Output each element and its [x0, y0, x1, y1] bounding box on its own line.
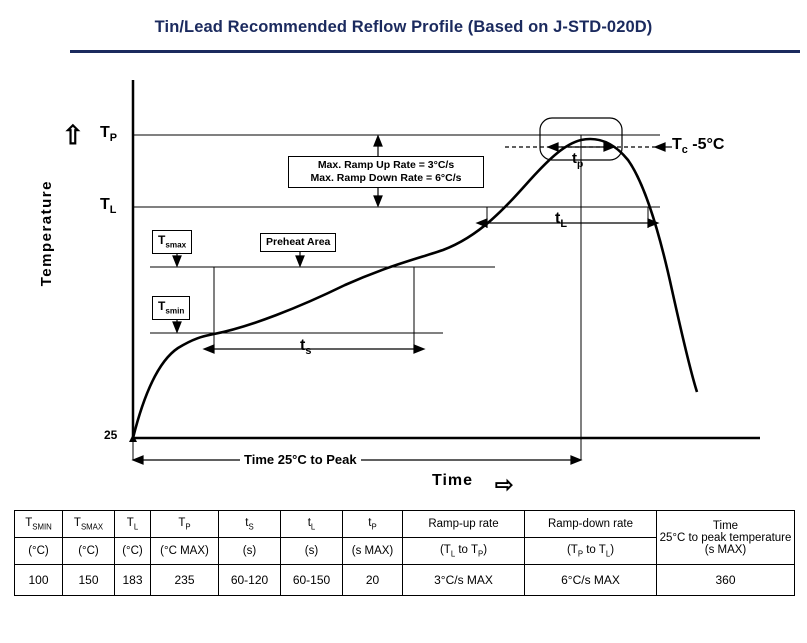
y-axis-arrow-icon: ⇧: [62, 120, 84, 150]
tl-dimension-arrow: [477, 219, 658, 227]
header-ramp-up: Ramp-up rate: [403, 511, 525, 538]
x-axis-arrow-icon: ⇨: [495, 472, 514, 497]
table-header-row-1: [15, 511, 795, 538]
tsmin-callout: $T_{smin}$: [152, 296, 190, 320]
chart-svg: [0, 60, 807, 500]
unit-tl: (°C): [115, 538, 151, 565]
header-tl: $T_L$: [115, 511, 151, 538]
unit-tsmax: (°C): [63, 538, 115, 565]
tl-duration-label: $t_L$: [555, 210, 567, 231]
value-ts: 60-120: [219, 565, 281, 596]
y-axis-title: Temperature: [38, 180, 55, 287]
table-header: [15, 511, 795, 565]
x-axis-title: Time: [432, 472, 474, 489]
y-origin-label: 25: [104, 428, 118, 442]
unit-tp: (°C MAX): [151, 538, 219, 565]
value-tl: 183: [115, 565, 151, 596]
tsmax-callout: $T_{smax}$: [152, 230, 192, 254]
time-to-peak-label: Time 25°C to Peak: [240, 452, 361, 467]
table-body: [15, 565, 795, 596]
unit-ramp-down: ($T_P$ to $T_L$): [525, 538, 657, 565]
header-time-to-peak: Time 25°C to peak temperature (s MAX): [657, 511, 795, 565]
unit-tsmin: (°C): [15, 538, 63, 565]
parameters-table: [14, 510, 795, 596]
value-time-to-peak: 360: [657, 565, 795, 596]
unit-ramp-up: ($T_L$ to $T_P$): [403, 538, 525, 565]
unit-ts: (s): [219, 538, 281, 565]
ts-dimension-arrow: [204, 345, 424, 353]
value-ramp-up: 3°C/s MAX: [403, 565, 525, 596]
value-tp: 235: [151, 565, 219, 596]
unit-tp-time: (s MAX): [343, 538, 403, 565]
preheat-area-callout: Preheat Area: [260, 233, 336, 252]
callout-leader-arrows: [173, 245, 304, 332]
header-tl-time: $t_L$: [281, 511, 343, 538]
tp-duration-label: $t_p$: [572, 150, 584, 170]
ramp-rates-callout: Max. Ramp Up Rate = 3°C/s Max. Ramp Down Rate = 6°C/s: [288, 156, 484, 188]
table-row: [15, 565, 795, 596]
title-divider: [70, 50, 800, 53]
value-tp-time: 20: [343, 565, 403, 596]
page-title: Tin/Lead Recommended Reflow Profile (Based on J-STD-020D): [154, 18, 653, 36]
value-tl-time: 60-150: [281, 565, 343, 596]
value-tsmin: 100: [15, 565, 63, 596]
unit-tl-time: (s): [281, 538, 343, 565]
tp-axis-label: $T_P$: [100, 124, 118, 145]
ts-duration-label: $t_s$: [300, 337, 312, 358]
header-tsmax: $T_{SMAX}$: [63, 511, 115, 538]
header-tp-time: $t_P$: [343, 511, 403, 538]
value-tsmax: 150: [63, 565, 115, 596]
header-ramp-down: Ramp-down rate: [525, 511, 657, 538]
header-tsmin: $T_{SMIN}$: [15, 511, 63, 538]
title-bar: [0, 18, 807, 37]
value-ramp-down: 6°C/s MAX: [525, 565, 657, 596]
header-tp: $T_P$: [151, 511, 219, 538]
header-ts: $t_S$: [219, 511, 281, 538]
tc-label: $T_c$ -5°C: [672, 136, 725, 157]
parameters-table-wrapper: [14, 510, 794, 596]
tl-axis-label: $T_L$: [100, 196, 117, 217]
tc-arrow: [655, 143, 672, 151]
reflow-profile-chart: [0, 60, 807, 500]
